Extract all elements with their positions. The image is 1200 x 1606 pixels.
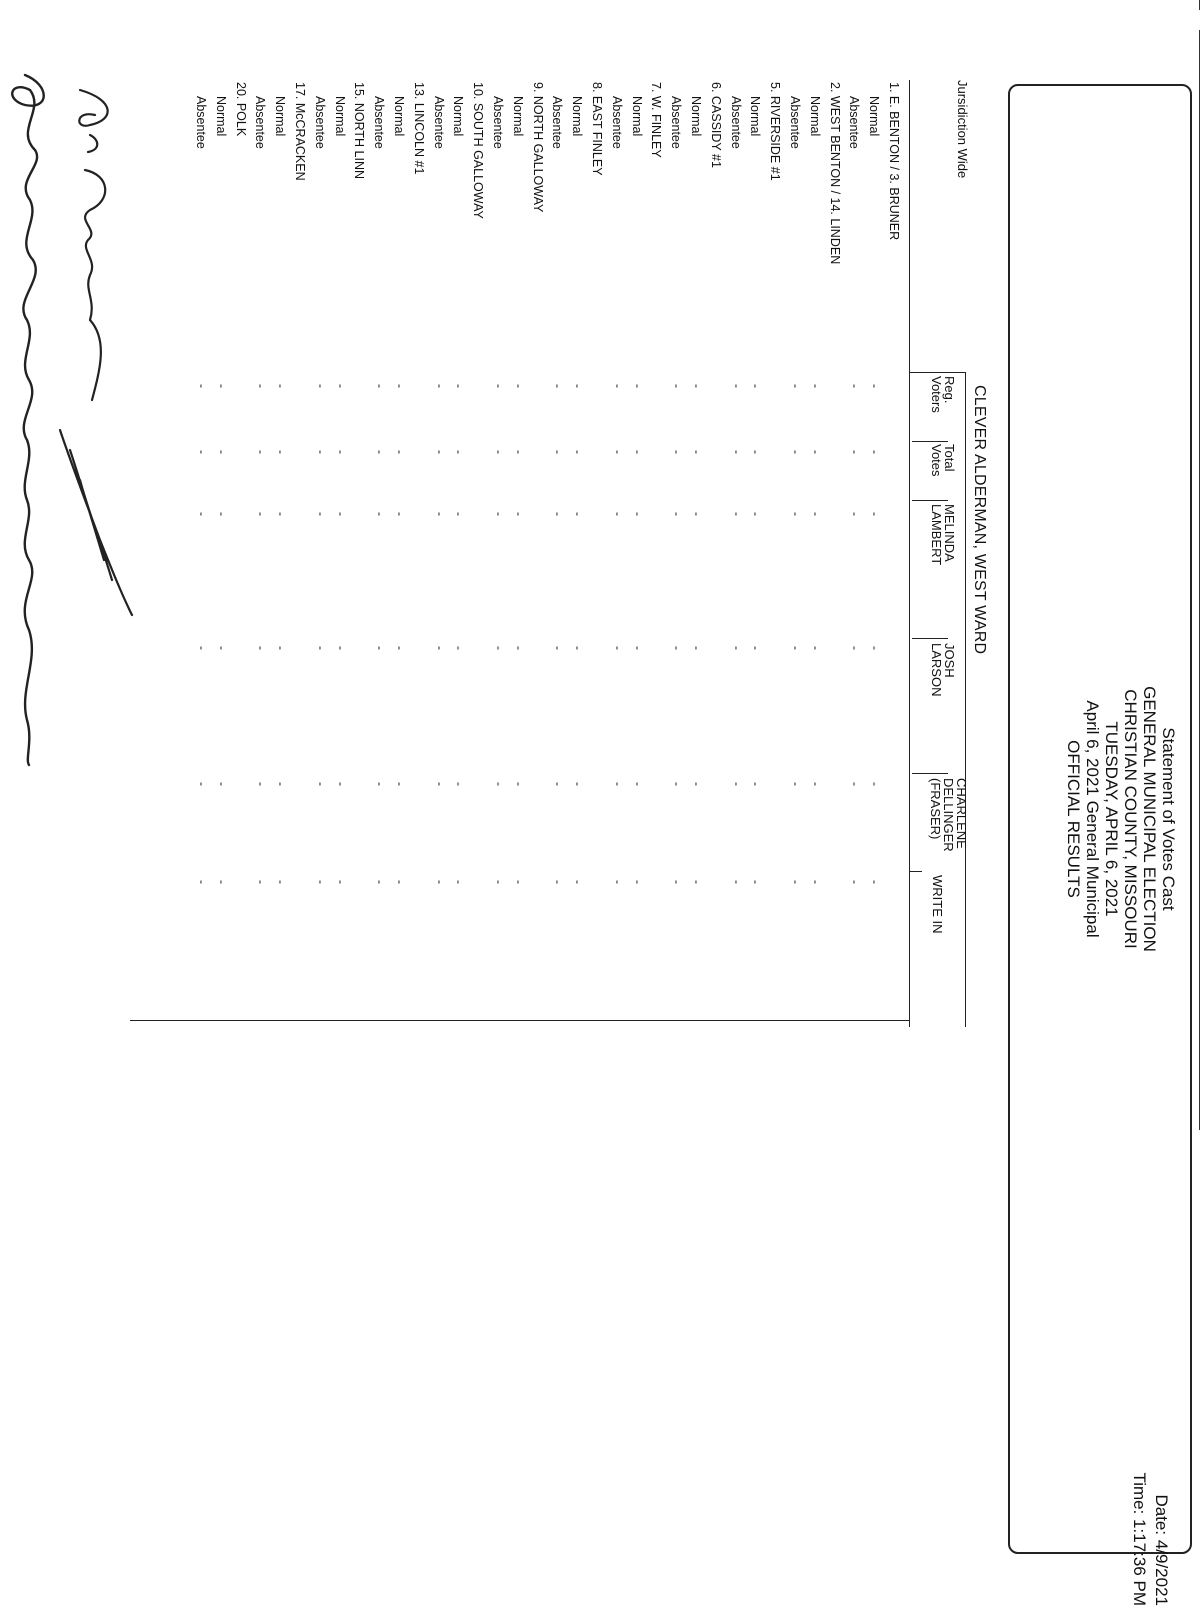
signature-jon-cumes — [70, 80, 120, 410]
table-cell: - — [630, 782, 645, 786]
header-line-3: CHRISTIAN COUNTY, MISSOURI — [1121, 689, 1140, 949]
table-cell: - — [848, 880, 863, 884]
table-row-label: Normal — [273, 96, 288, 137]
table-cell: - — [670, 646, 685, 650]
signature-stephen-bryle — [0, 70, 55, 770]
table-cell: - — [432, 646, 447, 650]
table-cell: - — [333, 384, 348, 388]
table-cell: - — [195, 512, 209, 516]
precinct-label: 20. POLK — [233, 82, 248, 137]
table-cell: - — [808, 782, 823, 786]
header-line-1: Statement of Votes Cast — [1159, 727, 1178, 911]
table-row-label: Normal — [689, 96, 703, 137]
table-row-label: Absentee — [431, 96, 446, 149]
table-cell: - — [373, 450, 388, 454]
precinct-label: 5. RIVERSIDE #1 — [768, 82, 783, 181]
col-header-charlene-dellinger: CHARLENE DELLINGER (FRASER) — [928, 778, 969, 852]
table-cell: - — [868, 646, 883, 650]
table-cell: - — [808, 880, 823, 884]
table-cell: - — [195, 450, 209, 454]
table-cell: - — [214, 782, 229, 786]
table-row-label: Absentee — [609, 96, 624, 149]
precinct-label: 2. WEST BENTON / 14. LINDEN — [827, 82, 842, 265]
table-cell: - — [432, 880, 447, 884]
col-divider — [910, 871, 922, 872]
table-cell: - — [313, 880, 328, 884]
table-cell: - — [195, 646, 209, 650]
table-cell: - — [393, 646, 407, 650]
table-cell: - — [393, 512, 407, 516]
table-cell: - — [848, 384, 863, 388]
table-cell: - — [393, 782, 407, 786]
column-header-rule — [909, 80, 910, 1027]
table-cell: - — [393, 450, 407, 454]
table-cell: - — [492, 880, 506, 884]
table-cell: - — [551, 512, 566, 516]
table-cell: - — [274, 384, 289, 388]
table-cell: - — [373, 384, 388, 388]
table-cell: - — [848, 512, 863, 516]
table-cell: - — [670, 782, 685, 786]
table-cell: - — [274, 880, 289, 884]
table-cell: - — [670, 880, 685, 884]
table-cell: - — [690, 782, 704, 786]
contest-title-rule — [965, 372, 966, 1027]
precinct-label: 1. E. BENTON / 3. BRUNER — [887, 82, 901, 241]
table-cell: - — [868, 512, 883, 516]
table-row-label: Absentee — [788, 96, 802, 149]
table-cell: - — [551, 384, 566, 388]
precinct-label: 6. CASSIDY #1 — [708, 82, 723, 168]
table-cell: - — [789, 512, 803, 516]
table-cell: - — [848, 450, 863, 454]
jurisdiction-label: Jursidiction Wide — [955, 80, 970, 179]
table-cell: - — [452, 646, 467, 650]
table-cell: - — [313, 512, 328, 516]
table-cell: - — [690, 880, 704, 884]
table-cell: - — [492, 384, 506, 388]
table-cell: - — [254, 450, 269, 454]
table-cell: - — [848, 782, 863, 786]
col-header-write-in: WRITE IN — [930, 875, 945, 934]
table-cell: - — [373, 782, 388, 786]
table-row-label: Normal — [332, 96, 347, 137]
table-row-label: Absentee — [194, 96, 208, 149]
table-cell: - — [452, 512, 467, 516]
report-title-block — [1064, 86, 1178, 1552]
table-cell: - — [373, 646, 388, 650]
table-cell: - — [729, 880, 744, 884]
table-cell: - — [789, 384, 803, 388]
table-cell: - — [452, 880, 467, 884]
col-header-josh-larson: JOSH LARSON — [929, 643, 957, 697]
table-cell: - — [393, 880, 407, 884]
table-cell: - — [729, 782, 744, 786]
table-cell: - — [571, 512, 586, 516]
table-cell: - — [214, 646, 229, 650]
table-cell: - — [729, 646, 744, 650]
table-cell: - — [571, 384, 586, 388]
table-cell: - — [630, 384, 645, 388]
table-cell: - — [511, 880, 526, 884]
table-row-label: Absentee — [669, 96, 684, 149]
precinct-label: 13. LINCOLN #1 — [411, 82, 426, 175]
table-cell: - — [432, 384, 447, 388]
table-cell: - — [670, 384, 685, 388]
table-cell: - — [274, 646, 289, 650]
table-cell: - — [551, 782, 566, 786]
header-line-4: TUESDAY, APRIL 6, 2021 — [1102, 721, 1121, 917]
table-cell: - — [452, 384, 467, 388]
precinct-label: 15. NORTH LINN — [352, 82, 367, 180]
table-cell: - — [254, 384, 269, 388]
table-cell: - — [690, 384, 704, 388]
table-cell: - — [610, 512, 625, 516]
table-cell: - — [808, 384, 823, 388]
table-cell: - — [333, 512, 348, 516]
table-cell: - — [432, 512, 447, 516]
table-bottom-rule — [130, 1020, 910, 1021]
table-cell: - — [432, 782, 447, 786]
table-cell: - — [808, 512, 823, 516]
precinct-label: 8. EAST FINLEY — [590, 82, 604, 176]
report-time: Time: 1:17:36 PM — [1130, 1472, 1149, 1606]
table-cell: - — [789, 646, 803, 650]
table-row-label: Absentee — [550, 96, 565, 149]
table-cell: - — [452, 450, 467, 454]
table-cell: - — [313, 384, 328, 388]
header-line-2: GENERAL MUNICIPAL ELECTION — [1140, 686, 1159, 952]
table-cell: - — [690, 512, 704, 516]
col-divider — [912, 441, 948, 442]
table-cell: - — [254, 880, 269, 884]
table-cell: - — [511, 512, 526, 516]
table-cell: - — [749, 450, 764, 454]
table-cell: - — [749, 384, 764, 388]
precinct-label: 10. SOUTH GALLOWAY — [471, 82, 486, 219]
table-cell: - — [195, 782, 209, 786]
table-cell: - — [511, 384, 526, 388]
col-divider — [912, 500, 948, 501]
table-cell: - — [789, 450, 803, 454]
table-cell: - — [690, 450, 704, 454]
table-cell: - — [254, 782, 269, 786]
table-cell: - — [214, 450, 229, 454]
table-cell: - — [333, 880, 348, 884]
table-row-label: Normal — [570, 96, 585, 137]
col-divider — [912, 773, 948, 774]
table-cell: - — [690, 646, 704, 650]
table-cell: - — [729, 384, 744, 388]
table-cell: - — [630, 880, 645, 884]
header-line-5: April 6, 2021 General Municipal — [1083, 700, 1102, 938]
table-cell: - — [254, 512, 269, 516]
table-cell: - — [610, 450, 625, 454]
table-row-label: Absentee — [847, 96, 862, 149]
col-header-melinda-lambert: MELINDA LAMBERT — [929, 504, 957, 566]
table-cell: - — [571, 880, 586, 884]
table-cell: - — [313, 782, 328, 786]
table-cell: - — [333, 450, 348, 454]
report-date: Date: 4/9/2021 — [1152, 1494, 1171, 1606]
table-cell: - — [551, 450, 566, 454]
table-cell: - — [670, 450, 685, 454]
signature-carla-cecil — [50, 420, 140, 620]
table-cell: - — [808, 450, 823, 454]
table-cell: - — [511, 450, 526, 454]
table-cell: - — [214, 880, 229, 884]
table-row-label: Absentee — [253, 96, 268, 149]
precinct-label: 17. McCRACKEN — [293, 82, 307, 181]
table-row-label: Absentee — [728, 96, 743, 149]
header-line-6: OFFICIAL RESULTS — [1064, 740, 1083, 898]
table-row-label: Normal — [867, 96, 882, 137]
col-header-total-votes: Total Votes — [929, 444, 957, 477]
table-cell: - — [868, 782, 883, 786]
contest-title: CLEVER ALDERMAN, WEST WARD — [971, 385, 988, 655]
table-cell: - — [789, 880, 803, 884]
table-cell: - — [393, 384, 407, 388]
table-cell: - — [492, 646, 506, 650]
table-cell: - — [630, 512, 645, 516]
table-cell: - — [868, 450, 883, 454]
col-divider — [912, 638, 948, 639]
table-cell: - — [373, 512, 388, 516]
table-cell: - — [333, 782, 348, 786]
table-cell: - — [729, 450, 744, 454]
table-row-label: Normal — [451, 96, 466, 137]
table-row-label: Normal — [213, 96, 228, 137]
table-cell: - — [749, 782, 764, 786]
table-row-label: Absentee — [372, 96, 387, 149]
table-cell: - — [432, 450, 447, 454]
table-cell: - — [313, 646, 328, 650]
table-cell: - — [254, 646, 269, 650]
table-cell: - — [630, 450, 645, 454]
precinct-label: 9. NORTH GALLOWAY — [530, 82, 545, 213]
table-cell: - — [749, 512, 764, 516]
table-cell: - — [492, 512, 506, 516]
table-cell: - — [848, 646, 863, 650]
table-cell: - — [551, 880, 566, 884]
table-row-label: Normal — [629, 96, 644, 137]
table-cell: - — [195, 880, 209, 884]
table-cell: - — [452, 782, 467, 786]
report-header-box — [1008, 84, 1192, 1606]
table-cell: - — [333, 646, 348, 650]
table-cell: - — [749, 646, 764, 650]
table-cell: - — [868, 880, 883, 884]
table-cell: - — [571, 782, 586, 786]
table-cell: - — [274, 782, 289, 786]
precinct-label: 7. W. FINLEY — [649, 82, 664, 158]
table-cell: - — [610, 880, 625, 884]
table-cell: - — [789, 782, 803, 786]
table-cell: - — [274, 450, 289, 454]
table-row-label: Normal — [807, 96, 822, 137]
table-cell: - — [749, 880, 764, 884]
table-cell: - — [630, 646, 645, 650]
table-cell: - — [511, 782, 526, 786]
col-header-reg-voters: Reg. Voters — [929, 376, 957, 413]
table-cell: - — [492, 782, 506, 786]
table-cell: - — [214, 384, 229, 388]
table-cell: - — [868, 384, 883, 388]
table-cell: - — [492, 450, 506, 454]
table-cell: - — [670, 512, 685, 516]
table-cell: - — [551, 646, 566, 650]
table-row-label: Normal — [748, 96, 763, 137]
table-cell: - — [195, 384, 209, 388]
table-cell: - — [729, 512, 744, 516]
table-cell: - — [373, 880, 388, 884]
table-row-label: Absentee — [491, 96, 505, 149]
table-cell: - — [571, 646, 586, 650]
table-row-label: Normal — [510, 96, 525, 137]
table-cell: - — [274, 512, 289, 516]
table-cell: - — [808, 646, 823, 650]
table-cell: - — [214, 512, 229, 516]
table-cell: - — [610, 646, 625, 650]
jurisdiction-divider — [910, 372, 966, 373]
table-cell: - — [610, 782, 625, 786]
table-cell: - — [313, 450, 328, 454]
table-cell: - — [610, 384, 625, 388]
table-row-label: Normal — [392, 96, 406, 137]
table-cell: - — [511, 646, 526, 650]
table-row-label: Absentee — [312, 96, 327, 149]
table-cell: - — [571, 450, 586, 454]
